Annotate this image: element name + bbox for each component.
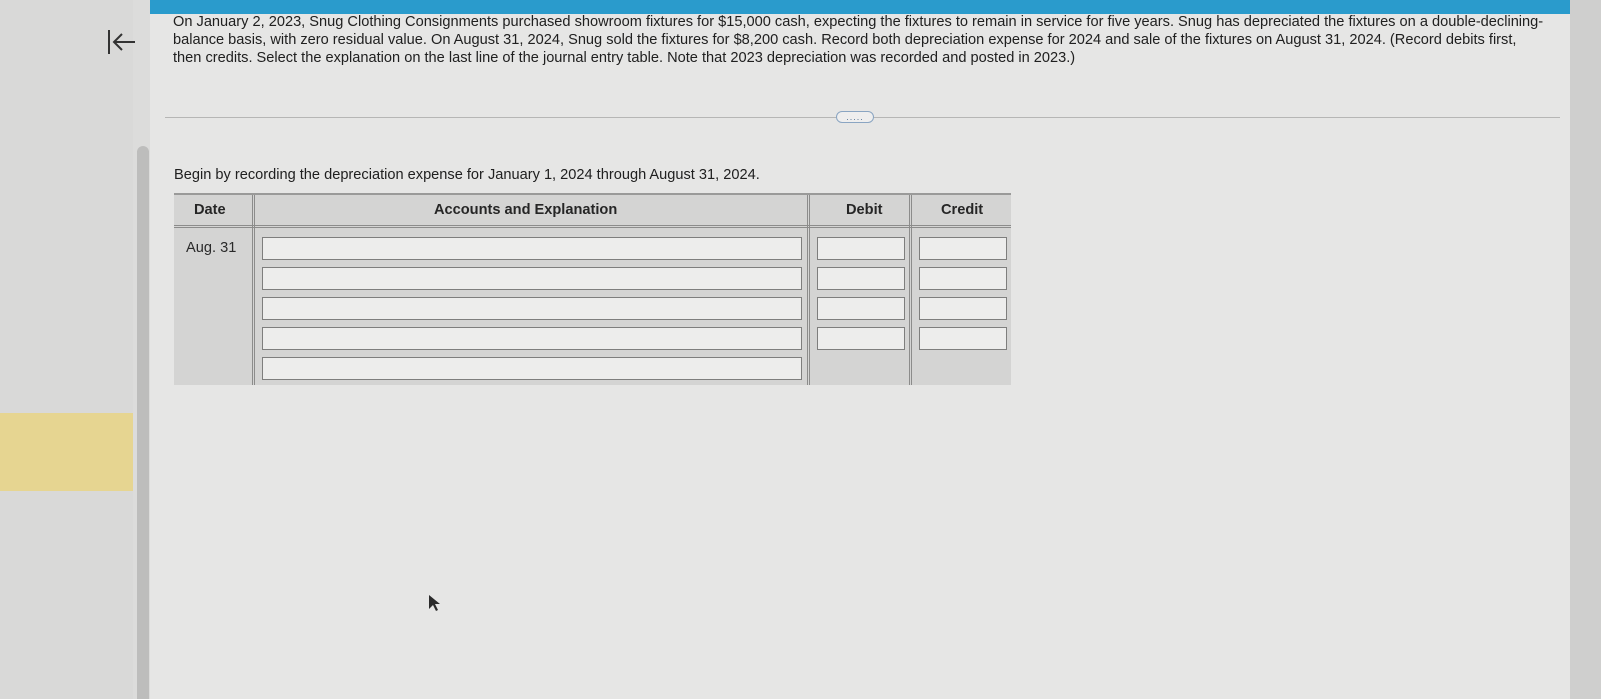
column-divider [909,195,912,385]
debit-input-row-2[interactable] [817,267,905,290]
debit-input-row-3[interactable] [817,297,905,320]
instruction-text: Begin by recording the depreciation expense for January 1, 2024 through August 31, 2024. [174,167,760,183]
account-input-row-3[interactable] [262,297,802,320]
table-header-row [174,195,1011,228]
explanation-input[interactable] [262,357,802,380]
credit-input-row-4[interactable] [919,327,1007,350]
credit-input-row-2[interactable] [919,267,1007,290]
credit-input-row-1[interactable] [919,237,1007,260]
mouse-pointer-icon [428,594,442,612]
column-divider [252,195,255,385]
account-input-row-1[interactable] [262,237,802,260]
left-panel [0,0,133,699]
expand-button[interactable]: ..... [836,111,874,123]
scrollbar[interactable] [137,146,149,699]
header-credit: Credit [941,202,984,218]
account-input-row-4[interactable] [262,327,802,350]
debit-input-row-4[interactable] [817,327,905,350]
credit-input-row-3[interactable] [919,297,1007,320]
journal-entry-table [174,193,1011,385]
column-divider [807,195,810,385]
left-panel-highlight [0,413,133,491]
header-debit: Debit [846,202,883,218]
top-bar [150,0,1570,14]
entry-date: Aug. 31 [186,240,237,256]
back-to-start-icon[interactable] [105,26,137,58]
account-input-row-2[interactable] [262,267,802,290]
debit-input-row-1[interactable] [817,237,905,260]
question-text: On January 2, 2023, Snug Clothing Consignments purchased showroom fixtures for $15,000 cash, expecting the fixtures to remain in service for five years. Snug has depreciated the fixtures on a double-declining-balance basis, with zero residual value. On August 31, 2024, Snug sold the fixtures for $8,200 cash. Record both depreciation expense for 2024 and sale of the fixtures on August 31, 2024. (Record debits first, then credits. Select the explanation on the last line of the journal entry table. Note that 2023 depreciation was recorded and posted in 2023.) [173,14,1544,66]
header-accounts: Accounts and Explanation [434,202,618,218]
header-date: Date [194,202,226,218]
right-edge [1570,0,1601,699]
